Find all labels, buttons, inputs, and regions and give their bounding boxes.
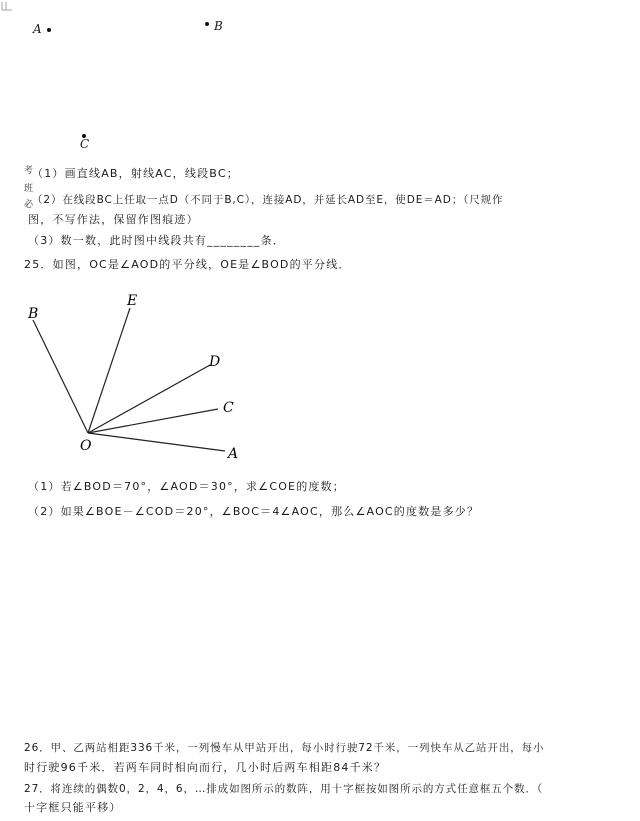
figure-label-e: E bbox=[127, 293, 138, 309]
question-26-line1: 26．甲、乙两站相距336千米，一列慢车从甲站开出，每小时行驶72千米，一列快车从乙站开出，每小 bbox=[24, 742, 545, 754]
ray-oc bbox=[88, 409, 218, 433]
question-25: 25．如图，OC是∠AOD的平分线，OE是∠BOD的平分线． bbox=[24, 258, 351, 271]
ray-ob bbox=[33, 320, 88, 433]
ray-oa bbox=[88, 433, 225, 451]
figure-label-c: C bbox=[223, 400, 234, 416]
figure-label-a: A bbox=[228, 446, 239, 462]
figure-label-o: O bbox=[80, 438, 92, 454]
point-b-dot bbox=[205, 22, 209, 26]
side-mark-3: 必 bbox=[24, 200, 34, 210]
question-27-line1: 27．将连续的偶数0，2，4，6，…排成如图所示的数阵，用十字框按如图所示的方式任意框五个数．（ bbox=[24, 783, 544, 795]
angle-figure bbox=[20, 288, 260, 468]
question-25-2: （2）如果∠BOE－∠COD＝20°，∠BOC＝4∠AOC，那么∠AOC的度数是多少？ bbox=[28, 505, 480, 518]
question-2-line2: 图，不写作法，保留作图痕迹） bbox=[28, 213, 199, 226]
point-a-dot bbox=[47, 28, 51, 32]
ray-oe bbox=[88, 308, 130, 433]
question-27-line2: 十字框只能平移） bbox=[24, 801, 122, 814]
question-2-line1: （2）在线段BC上任取一点D（不同于B,C），连接AD，并延长AD至E，使DE＝AD；（尺规作 bbox=[32, 194, 504, 206]
question-25-1: （1）若∠BOD＝70°，∠AOD＝30°，求∠COE的度数； bbox=[28, 480, 346, 493]
corner-mark-icon bbox=[0, 0, 20, 12]
side-mark-1: 考 bbox=[24, 166, 34, 176]
question-1: （1）画直线AB，射线AC，线段BC； bbox=[32, 167, 239, 180]
question-26-line2: 时行驶96千米．若两车同时相向而行，几小时后两车相距84千米？ bbox=[24, 761, 387, 774]
question-3: （3）数一数，此时图中线段共有________条． bbox=[28, 234, 285, 247]
figure-label-d: D bbox=[209, 354, 221, 370]
point-a-label: A bbox=[33, 22, 42, 36]
point-b-label: B bbox=[214, 19, 223, 33]
figure-label-b: B bbox=[28, 306, 39, 322]
side-mark-2: 班 bbox=[24, 184, 34, 194]
point-c-label: C bbox=[80, 137, 90, 151]
ray-od bbox=[88, 365, 210, 433]
